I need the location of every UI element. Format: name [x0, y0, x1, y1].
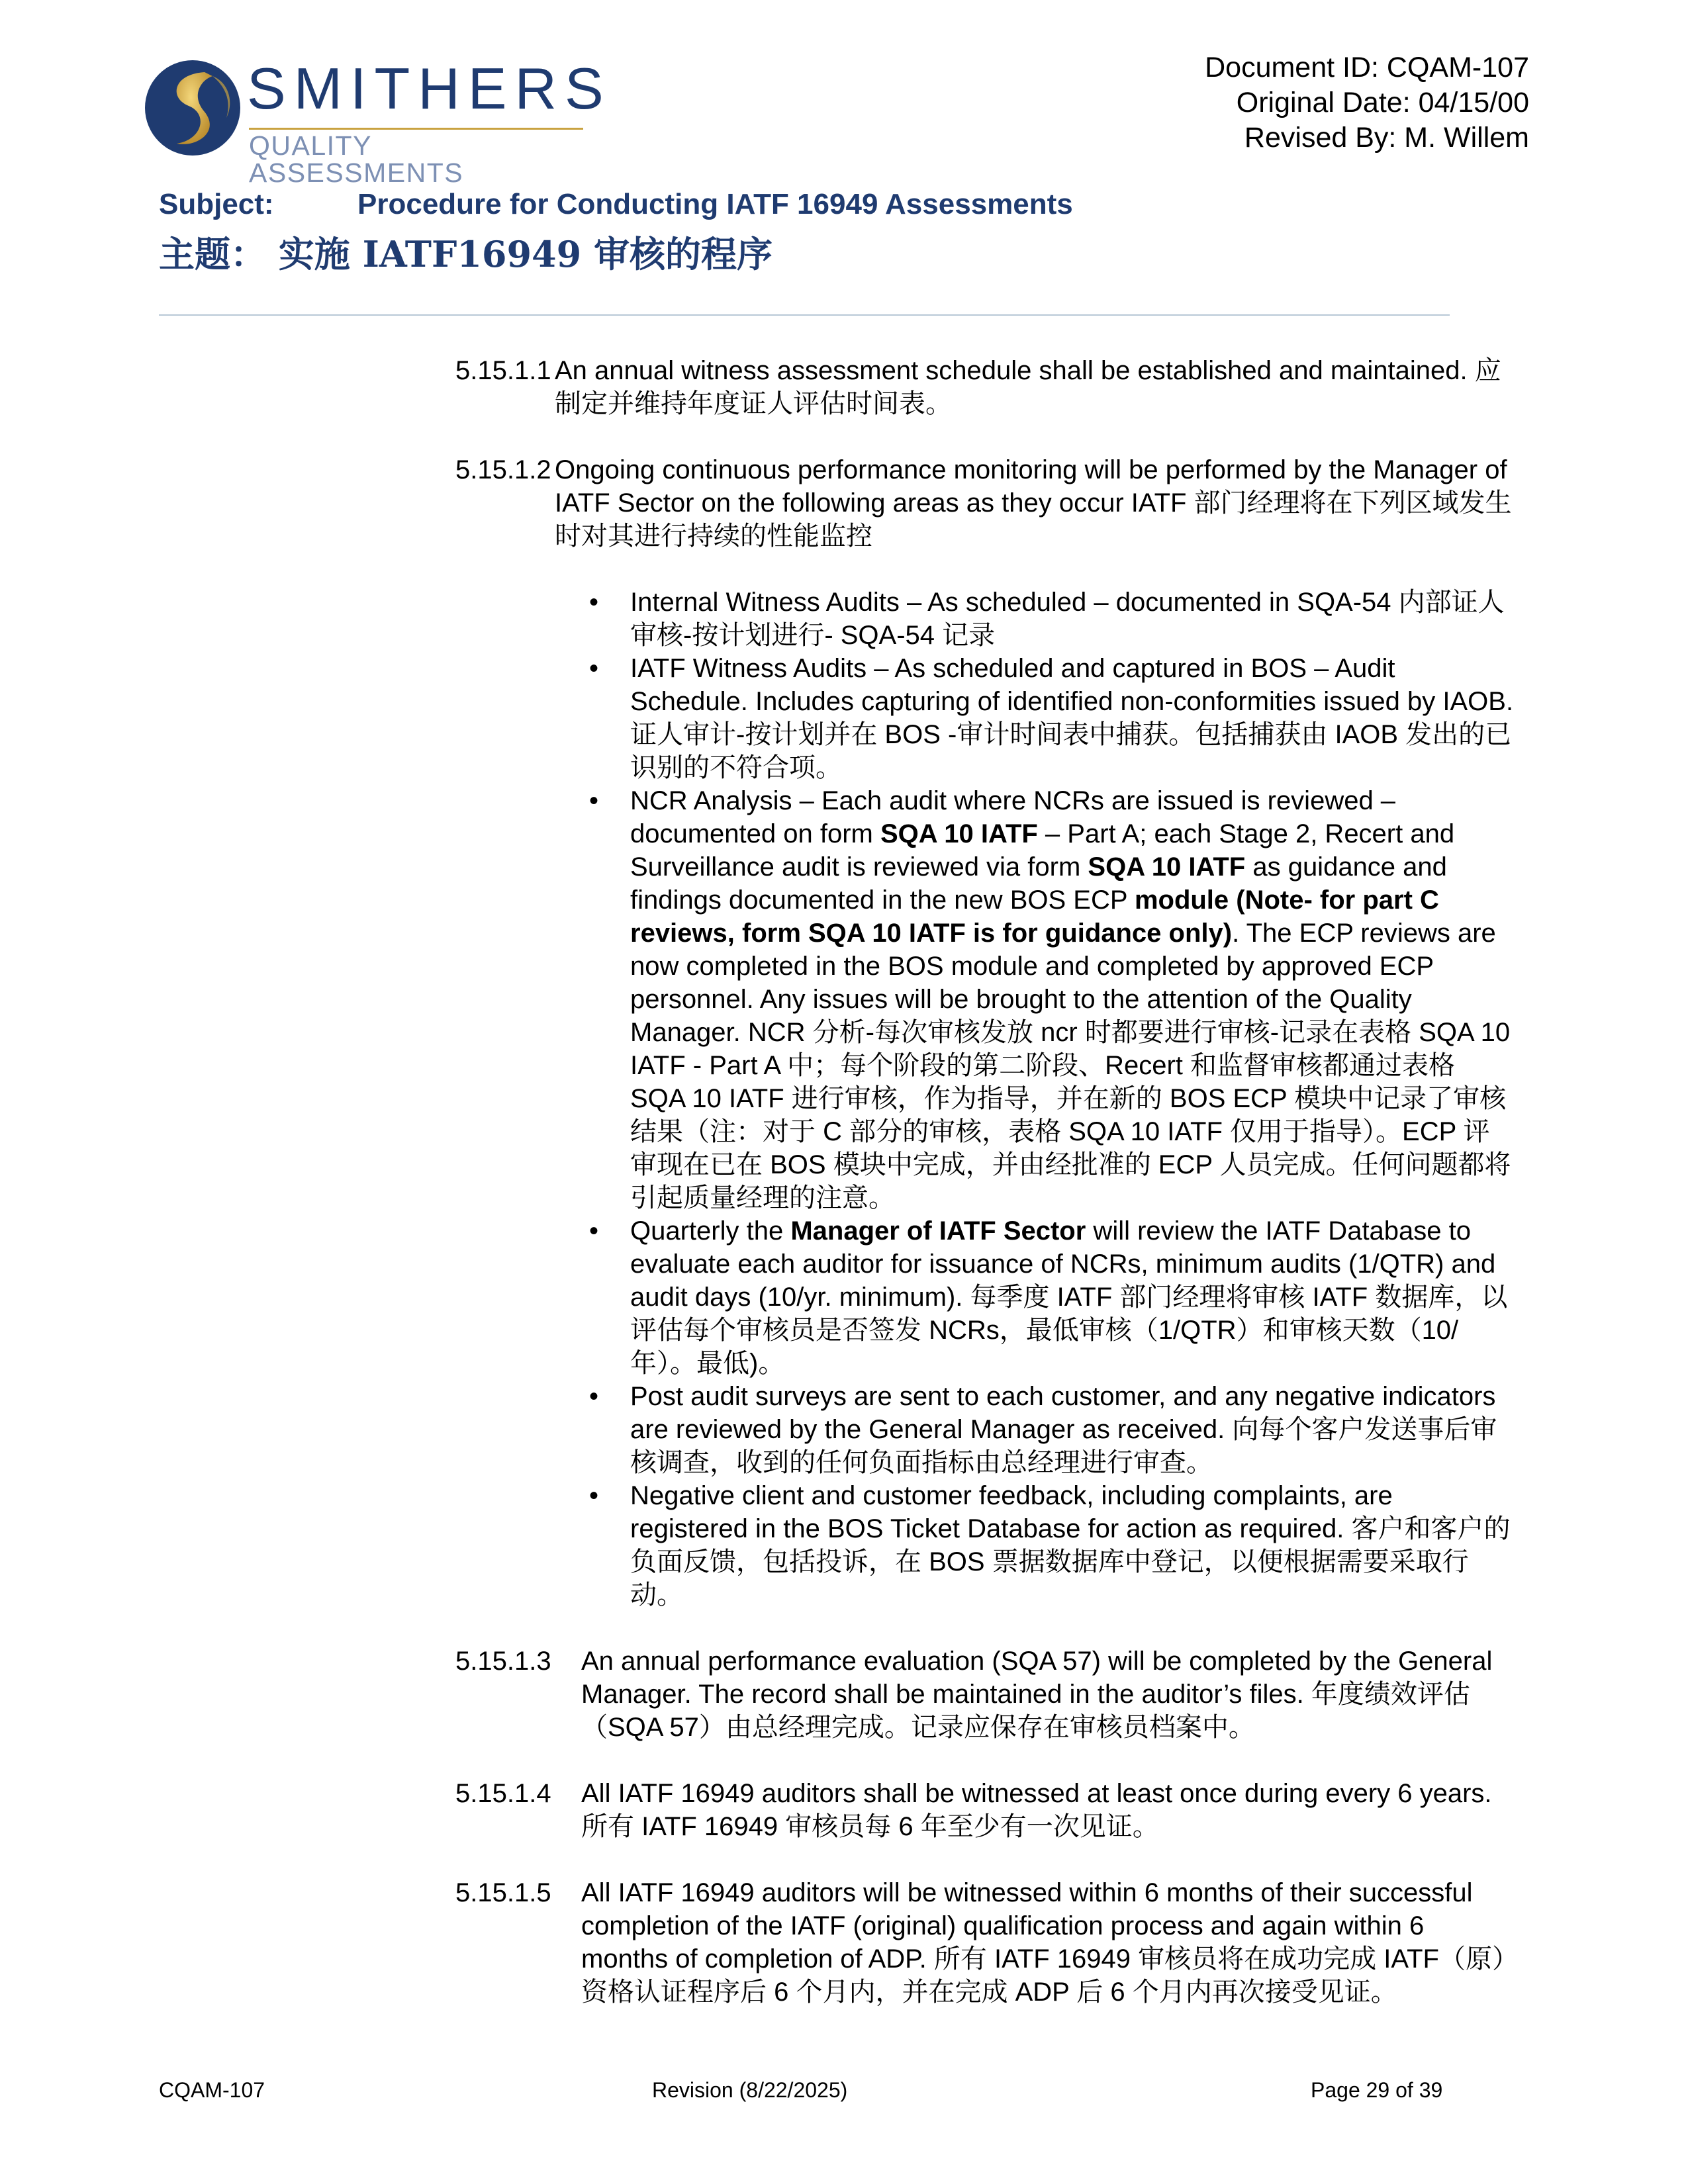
list-item-text: Internal Witness Audits – As scheduled – documented in SQA-54 内部证人审核-按计划进行- SQA-54 记录 [630, 588, 1505, 650]
subject-title-chinese: 主题： 实施 IATF16949 审核的程序 [159, 233, 773, 275]
section-number: 5.15.1.2 [455, 455, 551, 484]
section-text: All IATF 16949 auditors shall be witnessed at least once during every 6 years. 所有 IATF 16949 审核员每 6 年至少有一次见证。 [581, 1779, 1492, 1841]
bullet-icon: • [589, 1216, 599, 1246]
list-item-text: Post audit surveys are sent to each customer, and any negative indicators are reviewed by the General Manager as received. 向每个客户发送事后审核调查，收到的任何负面指标由总经理进行审查。 [630, 1382, 1497, 1477]
role-reference: Manager of IATF Sector [790, 1216, 1086, 1246]
smithers-logo-icon [143, 58, 242, 158]
section-text: An annual performance evaluation (SQA 57) will be completed by the General Manager. The record shall be maintained in the auditor’s files. 年度绩效评估（SQA 57）由总经理完成。记录应保存在审核员档案中。 [581, 1647, 1493, 1742]
bullet-icon: • [589, 588, 599, 617]
footer-document-id: CQAM-107 [159, 2078, 265, 2102]
subject-title: Procedure for Conducting IATF 16949 Assessments [357, 188, 1073, 220]
section-5-15-1-3 [455, 1645, 1515, 1744]
document-id: Document ID: CQAM-107 [1205, 52, 1529, 83]
revised-by: Revised By: M. Willem [1244, 122, 1529, 154]
list-item-text: IATF Witness Audits – As scheduled and captured in BOS – Audit Schedule. Includes capturing of identified non-conformities issued by IAOB. 证人审计-按计划并在 BOS -审计时间表中捕获。包括捕获由 IAOB 发出的已识别的不符合项。 [630, 654, 1514, 782]
bullet-icon: • [589, 786, 599, 815]
list-item [589, 586, 1515, 652]
section-number: 5.15.1.1 [455, 356, 551, 385]
company-logo [138, 56, 612, 188]
section-text: All IATF 16949 auditors will be witnessed within 6 months of their successful completion of the IATF (original) qualification process and again within 6 months of completion of ADP. 所有 IATF 16949 审核员将在成功完成 IATF（原）资格认证程序后 6 个月内，并在完成 ADP 后 6 个月内再次接受见证。 [581, 1878, 1505, 2007]
logo-subtext: QUALITY ASSESSMENTS [249, 130, 464, 188]
logo-divider [249, 128, 583, 130]
document-info [1205, 50, 1529, 156]
section-5-15-1-5 [455, 1876, 1515, 2009]
bullet-icon: • [589, 654, 599, 683]
list-item-text: Negative client and customer feedback, including complaints, are registered in the BOS Ticket Database for action as required. 客户和客户的负面反馈，包括投诉，在 BOS 票据数据库中登记，以便根据需要采取行动。 [630, 1481, 1511, 1610]
list-item-text: . The ECP reviews are now completed in the BOS module and completed by approved ECP personnel. Any issues will be brought to the attention of the Quality Manager. NCR 分析-每次审核发放 ncr 时都要进行审核-记录在表格 SQA 10 IATF - Part A 中；每个阶段的第二阶段、Recert 和监督审核都通过表格 SQA 10 IATF 进行审核，作为指导，并在新的 BOS ECP 模块中记录了审核结果（注：对于 C 部分的审核，表格 SQA 10 IATF 仅用于指导）。ECP 评审现在已在 BOS 模块中完成，并由经批准的 ECP 人员完成。任何问题都将引起质量经理的注意。 [630, 919, 1511, 1212]
list-item [589, 1214, 1515, 1380]
list-item [589, 652, 1515, 784]
list-item-text: as guidance and findings documented in the new BOS ECP [630, 852, 1447, 915]
section-text: An annual witness assessment schedule shall be established and maintained. 应制定并维持年度证人评估时间表。 [555, 356, 1501, 418]
subject-line [159, 188, 1073, 221]
form-reference: SQA 10 IATF [1088, 852, 1246, 882]
header-divider [159, 314, 1450, 316]
section-5-15-1-1 [455, 354, 1515, 420]
original-date: Original Date: 04/15/00 [1236, 87, 1529, 118]
list-item [589, 1380, 1515, 1479]
bullet-icon: • [589, 1382, 599, 1411]
list-item-text: – Part A; each Stage 2, Recert and Surveillance audit is reviewed via form [630, 819, 1455, 882]
list-item [589, 1479, 1515, 1612]
list-item-text: Quarterly the [630, 1216, 791, 1246]
list-item-text: will review the IATF Database to evaluate each auditor for issuance of NCRs, minimum audits (1/QTR) and audit days (10/yr. minimum). 每季度 IATF 部门经理将审核 IATF 数据库，以评估每个审核员是否签发 NCRs，最低审核（1/QTR）和审核天数（10/年）。最低)。 [630, 1216, 1508, 1378]
section-number: 5.15.1.5 [455, 1878, 551, 1907]
section-text: Ongoing continuous performance monitoring will be performed by the Manager of IATF Sector on the following areas as they occur IATF 部门经理将在下列区域发生时对其进行持续的性能监控 [555, 455, 1512, 551]
list-item [589, 784, 1515, 1214]
subject-label: Subject: [159, 188, 274, 220]
footer-revision: Revision (8/22/2025) [652, 2078, 848, 2102]
monitoring-areas-list [455, 586, 1515, 1612]
list-item-text: NCR Analysis – Each audit where NCRs are issued is reviewed – documented on form [630, 786, 1396, 848]
section-5-15-1-4 [455, 1777, 1515, 1843]
module-note: module (Note- for part C reviews, form SQA 10 IATF is for guidance only) [630, 886, 1439, 948]
section-number: 5.15.1.3 [455, 1647, 551, 1676]
footer-page-number: Page 29 of 39 [1311, 2078, 1443, 2102]
section-5-15-1-2 [455, 453, 1515, 553]
bullet-icon: • [589, 1481, 599, 1510]
document-body [455, 354, 1515, 2042]
logo-brand-text: SMITHERS [247, 56, 612, 121]
section-number: 5.15.1.4 [455, 1779, 551, 1808]
form-reference: SQA 10 IATF [880, 819, 1038, 848]
